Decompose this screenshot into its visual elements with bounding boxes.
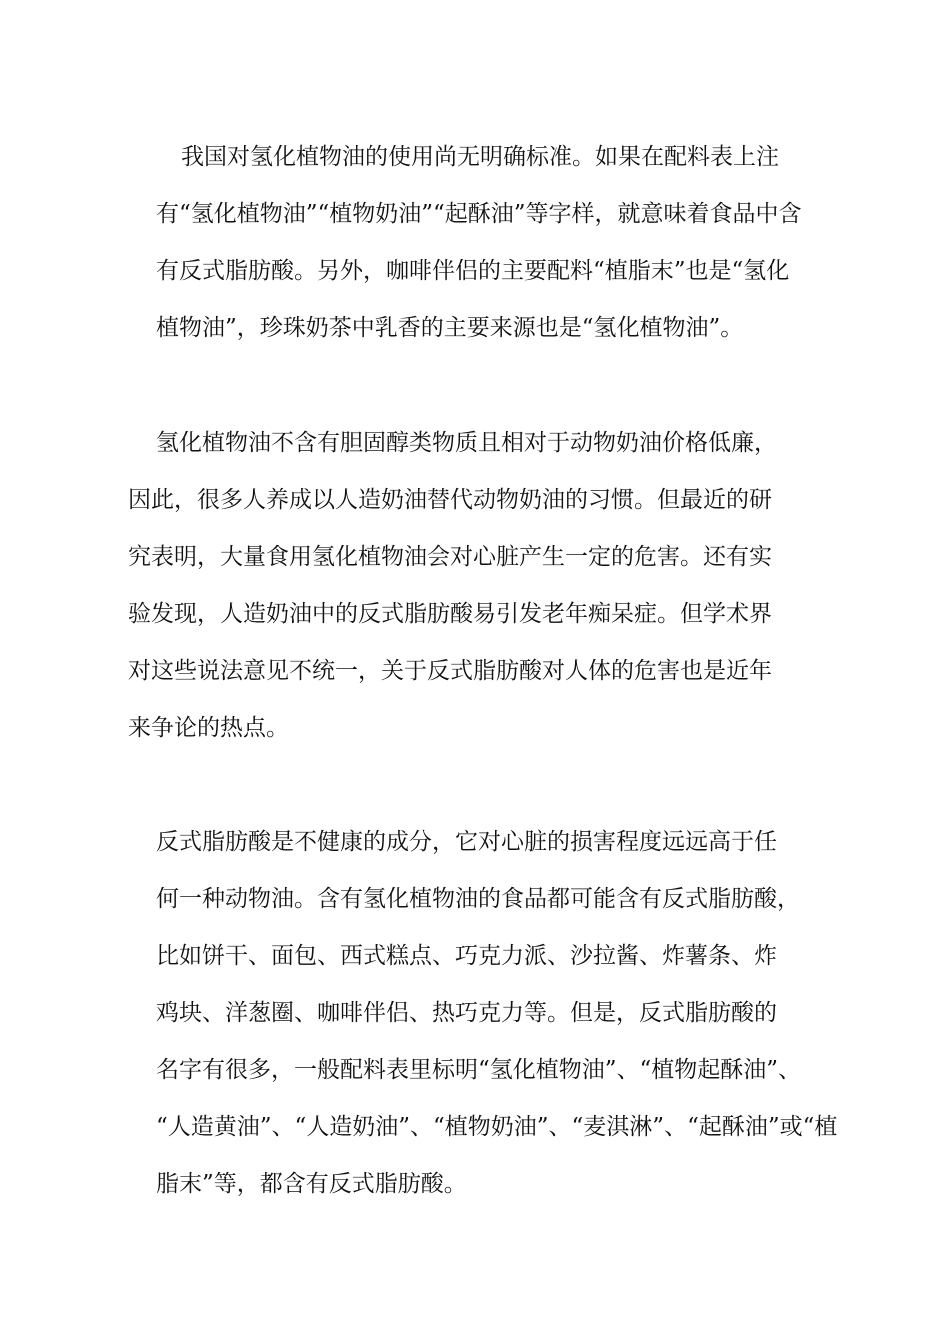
paragraph-2-line-2: 因此，很多人养成以人造奶油替代动物奶油的习惯。但最近的研 bbox=[128, 487, 772, 513]
paragraph-1-line-3: 有反式脂肪酸。另外，咖啡伴侣的主要配料“植脂末”也是“氢化 bbox=[156, 258, 790, 284]
paragraph-2-line-1: 氢化植物油不含有胆固醇类物质且相对于动物奶油价格低廉， bbox=[156, 430, 777, 456]
paragraph-3-line-3: 比如饼干、面包、西式糕点、巧克力派、沙拉酱、炸薯条、炸 bbox=[156, 943, 777, 969]
paragraph-3-line-7: 脂末”等，都含有反式脂肪酸。 bbox=[156, 1171, 467, 1197]
paragraph-2-line-6: 来争论的热点。 bbox=[128, 715, 289, 741]
paragraph-3-line-1: 反式脂肪酸是不健康的成分，它对心脏的损害程度远远高于任 bbox=[156, 829, 777, 855]
paragraph-1-line-2: 有“氢化植物油”“植物奶油”“起酥油”等字样，就意味着食品中含 bbox=[156, 201, 802, 227]
paragraph-3-line-4: 鸡块、洋葱圈、咖啡伴侣、热巧克力等。但是，反式脂肪酸的 bbox=[156, 1000, 777, 1026]
paragraph-2-line-3: 究表明，大量食用氢化植物油会对心脏产生一定的危害。还有实 bbox=[128, 544, 772, 570]
paragraph-3-line-6: “人造黄油”、“人造奶油”、“植物奶油”、“麦淇淋”、“起酥油”或“植 bbox=[156, 1114, 838, 1140]
paragraph-3-line-5: 名字有很多，一般配料表里标明“氢化植物油”、“植物起酥油”、 bbox=[156, 1057, 802, 1083]
paragraph-1-line-1: 我国对氢化植物油的使用尚无明确标准。如果在配料表上注 bbox=[181, 144, 779, 170]
paragraph-3-line-2: 何一种动物油。含有氢化植物油的食品都可能含有反式脂肪酸， bbox=[156, 886, 800, 912]
paragraph-2-line-5: 对这些说法意见不统一，关于反式脂肪酸对人体的危害也是近年 bbox=[128, 658, 772, 684]
paragraph-1-line-4: 植物油”，珍珠奶茶中乳香的主要来源也是“氢化植物油”。 bbox=[156, 315, 744, 341]
paragraph-2-line-4: 验发现，人造奶油中的反式脂肪酸易引发老年痴呆症。但学术界 bbox=[128, 601, 772, 627]
